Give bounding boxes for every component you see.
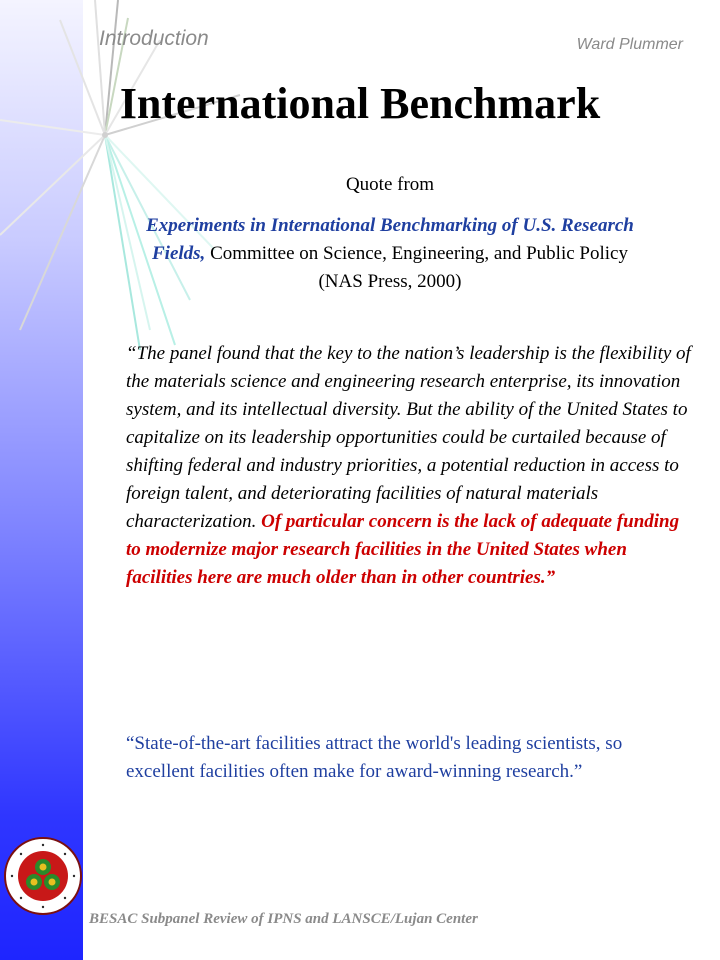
footer-text: BESAC Subpanel Review of IPNS and LANSCE/Lujan Center bbox=[89, 911, 478, 927]
citation bbox=[135, 212, 645, 296]
author-name: Ward Plummer bbox=[576, 36, 683, 53]
panel-quote-text: “The panel found that the key to the nation’s leadership is the flexibility of the materials science and engineering research enterprise, its innovation system, and its intellectual diversity. But the ability of the United States to capitalize on its leadership opportunities could be curtailed because of shifting federal and industry priorities, a potential reduction in access to foreign talent, and deteriorating facilities of natural materials characterization. bbox=[126, 343, 691, 532]
section-label: Introduction bbox=[99, 27, 209, 50]
quote-intro: Quote from bbox=[345, 174, 435, 195]
office-seal-logo bbox=[3, 836, 83, 916]
citation-details: Committee on Science, Engineering, and Public Policy (NAS Press, 2000) bbox=[205, 243, 628, 292]
panel-quote-highlight: Of particular concern is the lack of adequate funding to modernize major research facilities in the United States when facilities here are much older than in other countries.” bbox=[126, 511, 680, 588]
facilities-quote: “State-of-the-art facilities attract the world's leading scientists, so excellent facilities often make for award-winning research.” bbox=[126, 733, 623, 782]
panel-quote bbox=[126, 340, 692, 592]
page-title: International Benchmark bbox=[119, 79, 601, 128]
citation-title: Experiments in International Benchmarking of U.S. Research Fields, bbox=[146, 215, 634, 264]
